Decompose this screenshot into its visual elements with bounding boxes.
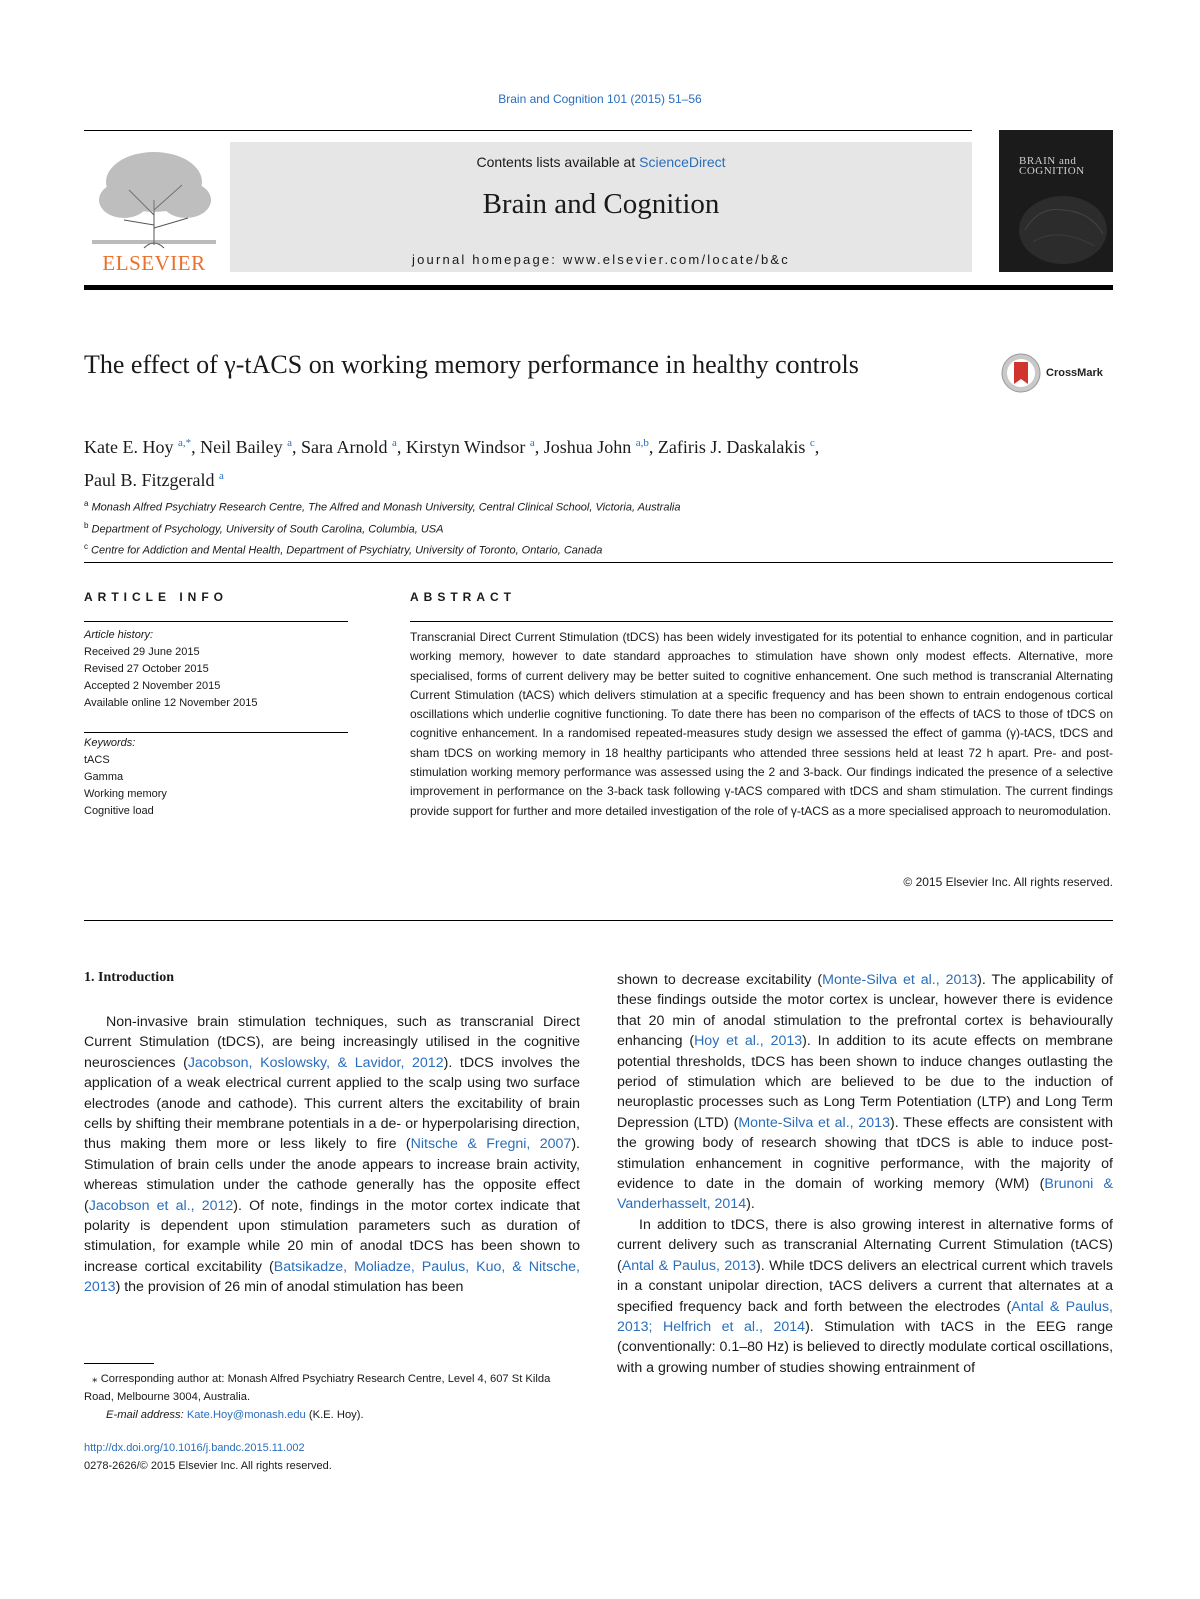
- keyword: Working memory: [84, 788, 167, 800]
- history-item: Available online 12 November 2015: [84, 697, 258, 709]
- body-text: ). These effects are consistent with the growing body of research showing that tDCS is able to induce post-stimulation enhancement in cognitive performance, with the majority of evidence to date in the domain of working memory (WM) (: [617, 1114, 1113, 1193]
- author-name: Neil Bailey: [200, 437, 288, 457]
- author-affiliation-mark[interactable]: a: [218, 470, 224, 482]
- citation-link[interactable]: Brunoni & Vanderhasselt, 2014: [617, 1176, 1113, 1213]
- keywords-label: Keywords:: [84, 737, 136, 749]
- abstract-text: Transcranial Direct Current Stimulation (tDCS) has been widely investigated for its potential to enhance cognition, and in particular working memory, however to date standard approaches to stimulation have shown only modest effects. Alternative, more specialised, forms of current delivery may be better suited to cognitive enhancement. One such method is transcranial Alternating Current Stimulation (tACS) which delivers stimulation at a specific frequency and has been shown to entrain endogenous cortical oscillations which underlie cognitive functioning. To date there has been no comparison of the effects of tACS to those of tDCS on cognitive enhancement. In a randomised repeated-measures study design we assessed the effect of gamma (γ)-tACS, tDCS and sham tDCS on working memory in 18 healthy participants who attended three sessions held at least 72 h apart. Pre- and post-stimulation working memory performance was assessed using the 2 and 3-back. Our findings indicated the presence of a selective improvement in performance on the 3-back task following γ-tACS compared with tDCS and sham stimulation. The current findings provide support for further and more detailed investigation of the role of γ-tACS as a more specialised approach to neuromodulation.: [410, 630, 1113, 818]
- section-rule: [84, 920, 1113, 921]
- body-text: ). In addition to its acute effects on membrane potential thresholds, tDCS has been shown to induce changes outlasting the period of stimulation which are believed to be due to the induction of neuroplastic processes such as Long Term Potentiation (LTP) and Long Term Depression (LTD) (: [617, 1033, 1113, 1131]
- article-title: The effect of γ-tACS on working memory performance in healthy controls: [84, 350, 859, 379]
- elsevier-wordmark: ELSEVIER: [102, 251, 206, 274]
- author-affiliation-mark[interactable]: a,b: [635, 437, 649, 449]
- citation-link[interactable]: Antal & Paulus, 2013; Helfrich et al., 2014: [617, 1298, 1113, 1335]
- citation-link[interactable]: Hoy et al., 2013: [694, 1033, 803, 1050]
- body-text: ). tDCS involves the application of a weak electrical current applied to the scalp using two surface electrodes (anode and cathode). This current alters the excitability of brain cells by shifting their membrane potentials in a de- or hyperpolarising direction, thus making them more or less likely to fire (: [84, 1054, 580, 1153]
- history-item: Revised 27 October 2015: [84, 663, 209, 675]
- keywords: [84, 735, 348, 820]
- body-text: shown to decrease excitability (: [617, 972, 823, 988]
- history-item: Accepted 2 November 2015: [84, 680, 221, 692]
- keyword: tACS: [84, 754, 110, 766]
- email-line: E-mail address: Kate.Hoy@monash.edu (K.E. Hoy).: [106, 1409, 364, 1421]
- body-text: ). The applicability of these findings outside the motor cortex is unclear, however there is evidence that 20 min of anodal stimulation to the prefrontal cortex is behaviourally enhancing (: [617, 972, 1113, 1050]
- author-name: Sara Arnold: [301, 437, 392, 457]
- journal-homepage[interactable]: journal homepage: www.elsevier.com/locate/b&c: [412, 252, 790, 267]
- crossmark-label[interactable]: CrossMark: [1046, 367, 1103, 379]
- author-name: Joshua John: [543, 437, 636, 457]
- section-heading: 1. Introduction: [84, 970, 174, 985]
- citation-link[interactable]: Antal & Paulus, 2013: [621, 1257, 756, 1274]
- citation-link[interactable]: Batsikadze, Moliadze, Paulus, Kuo, & Nitsche, 2013: [84, 1258, 580, 1296]
- citation-link[interactable]: Jacobson et al., 2012: [88, 1197, 234, 1214]
- author-affiliation-mark[interactable]: c: [809, 437, 815, 449]
- contents-prefix: Contents lists available at: [476, 154, 640, 170]
- affiliation: $^b$ Department of Psychology, University of South Carolina, Columbia, USA: [84, 520, 444, 536]
- keywords-rule: [84, 732, 348, 733]
- section-rule: [84, 562, 1113, 563]
- citation-link[interactable]: Monte-Silva et al., 2013: [822, 972, 978, 988]
- history-item: Received 29 June 2015: [84, 646, 200, 658]
- sciencedirect-link[interactable]: ScienceDirect: [639, 154, 726, 170]
- body-text: ) the provision of 26 min of anodal stimulation has been: [115, 1279, 464, 1296]
- journal-title: Brain and Cognition: [482, 188, 720, 220]
- citation-link[interactable]: Nitsche & Fregni, 2007: [410, 1136, 572, 1153]
- body-text: ).: [746, 1196, 755, 1213]
- keyword: Gamma: [84, 771, 124, 783]
- email-link[interactable]: Kate.Hoy@monash.edu: [186, 1409, 306, 1421]
- affiliation-list: [84, 495, 1104, 560]
- journal-cover: [999, 130, 1113, 272]
- paragraph: [617, 970, 1113, 1215]
- footnote-rule: [84, 1363, 154, 1364]
- paragraph: [617, 1215, 1113, 1378]
- affiliation: $^a$ Monash Alfred Psychiatry Research Centre, The Alfred and Monash University, Central Clinical School, Victoria, Australia: [84, 499, 681, 514]
- abstract-copyright: © 2015 Elsevier Inc. All rights reserved.: [903, 875, 1113, 889]
- elsevier-logo: [84, 140, 224, 274]
- journal-citation[interactable]: Brain and Cognition 101 (2015) 51–56: [498, 92, 702, 106]
- issn-copyright: 0278-2626/© 2015 Elsevier Inc. All rights reserved.: [84, 1460, 332, 1472]
- body-text: ). Of note, findings in the motor cortex indicate that polarity is dependent upon stimulation parameters such as duration of stimulation, for example while 20 min of anodal tDCS has been shown to increase cortical excitability (: [84, 1197, 580, 1275]
- footnote: [84, 1370, 580, 1424]
- body-column-left: [84, 1012, 580, 1298]
- body-text: Non-invasive brain stimulation techniques, such as transcranial Direct Current Stimulation (tDCS), are being increasingly utilised in the cognitive neurosciences (: [84, 1014, 580, 1071]
- body-text: ). Stimulation of brain cells under the anode appears to increase brain activity, whereas stimulation under the cathode generally has the opposite effect (: [84, 1136, 580, 1214]
- author-list: Kate E. Hoy $^{a,*}$, Neil Bailey $^a$, Sara Arnold $^a$, Kirstyn Windsor $^a$, Joshua John $^{a,b}$, Zafiris J. Daskalakis $^c$, Paul B. Fitzgerald $^a$: [84, 437, 820, 490]
- header-thick-rule: [84, 285, 1113, 290]
- body-column-right: [617, 970, 1113, 1378]
- body-text: ). While tDCS delivers an electrical current which travels in a constant unipolar direction, tACS delivers a current that alternates at a specified frequency back and forth between the electrodes (: [617, 1257, 1113, 1315]
- body-text: ). Stimulation with tACS in the EEG range (conventionally: 0.1–80 Hz) is believed to directly modulate cortical oscillations, with a growing number of studies showing entrainment of: [617, 1318, 1114, 1376]
- abstract-heading: ABSTRACT: [410, 590, 516, 604]
- author-affiliation-mark[interactable]: a: [287, 437, 292, 449]
- article-info-heading: ARTICLE INFO: [84, 590, 228, 604]
- body-text: In addition to tDCS, there is also growing interest in alternative forms of current delivery such as transcranial Alternating Current Stimulation (tACS) (: [617, 1216, 1113, 1274]
- info-rule: [84, 621, 348, 622]
- keyword: Cognitive load: [84, 805, 154, 817]
- doi-link[interactable]: http://dx.doi.org/10.1016/j.bandc.2015.11.002: [84, 1442, 305, 1454]
- author-name: Zafiris J. Daskalakis: [657, 437, 810, 457]
- article-history: [84, 627, 348, 712]
- citation-link[interactable]: Jacobson, Koslowsky, & Lavidor, 2012: [187, 1054, 444, 1071]
- contents-line: [230, 154, 972, 170]
- author-affiliation-mark[interactable]: a: [391, 437, 397, 449]
- author-name: Kate E. Hoy: [84, 437, 178, 457]
- citation-link[interactable]: Monte-Silva et al., 2013: [738, 1114, 890, 1131]
- author-affiliation-mark[interactable]: a,*: [177, 437, 192, 449]
- crossmark-icon: [1000, 352, 1044, 394]
- corresponding-author-note: ⁎ Corresponding author at: Monash Alfred Psychiatry Research Centre, Level 4, 607 St Kilda Road, Melbourne 3004, Australia.: [84, 1373, 551, 1403]
- cover-title: BRAIN and COGNITION: [1019, 155, 1085, 177]
- abstract-rule: [410, 621, 1113, 622]
- history-label: Article history:: [84, 629, 154, 641]
- header-rule: [84, 130, 972, 131]
- journal-masthead: [230, 142, 972, 272]
- author-name: Kirstyn Windsor: [405, 437, 530, 457]
- author-affiliation-mark[interactable]: a: [529, 437, 535, 449]
- author-name: Paul B. Fitzgerald: [84, 470, 219, 490]
- affiliation: $^c$ Centre for Addiction and Mental Health, Department of Psychiatry, University of Toronto, Ontario, Canada: [84, 542, 603, 557]
